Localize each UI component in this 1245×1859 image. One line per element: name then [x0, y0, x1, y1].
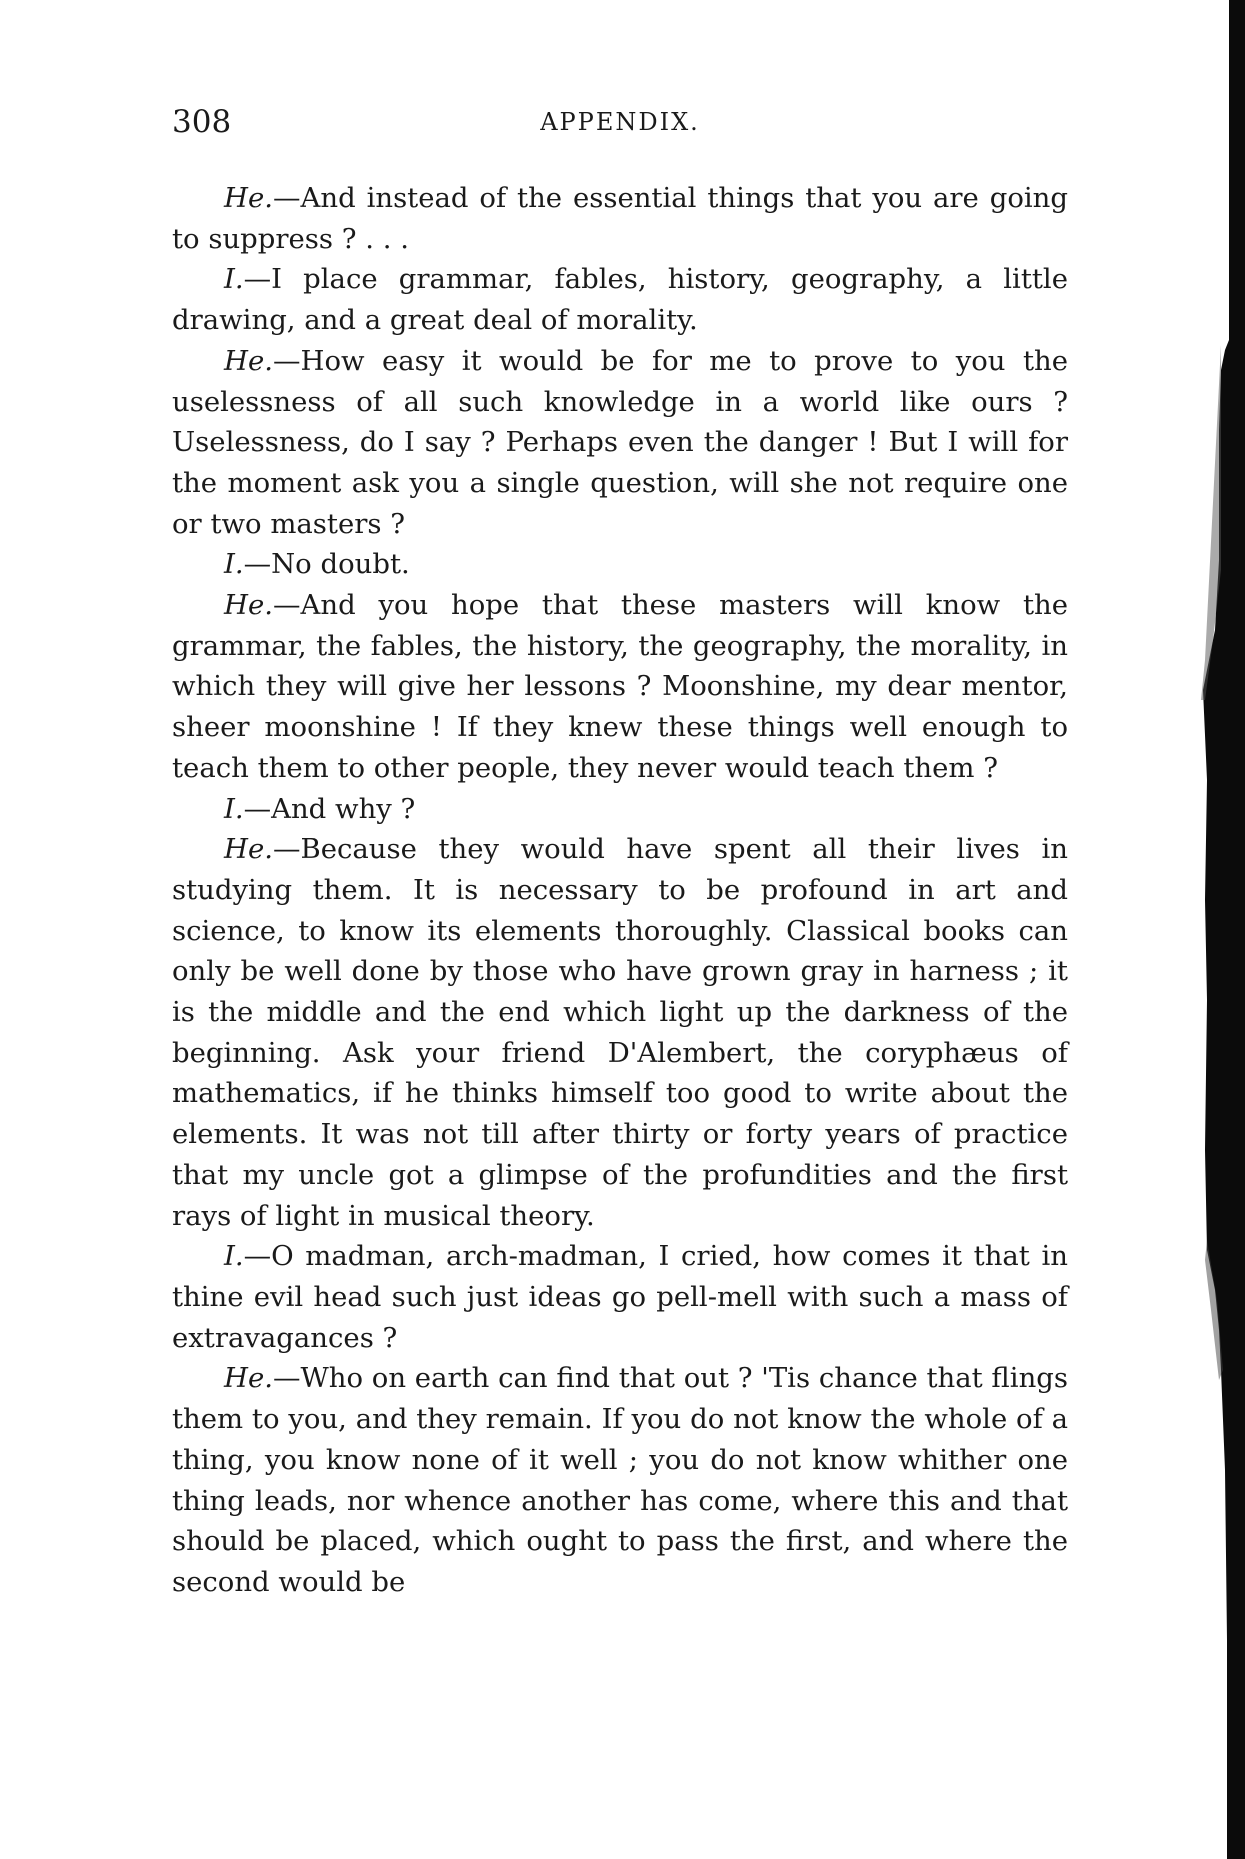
- paragraph: [172, 789, 1068, 830]
- running-head: [172, 100, 1068, 144]
- speaker-label: He.: [224, 344, 273, 377]
- running-head-title: APPENDIX.: [540, 108, 700, 136]
- paragraph: [172, 178, 1068, 259]
- speaker-label: He.: [224, 1362, 273, 1395]
- speaker-label: I.: [224, 548, 244, 581]
- body-text: [172, 178, 1068, 1603]
- paragraph-text: —How easy it would be for me to prove to you the uselessness of all such knowledge in a world like ours ? Uselessness, do I say ? Perhaps even the danger ! But I will for the moment ask you a single question, will she not require one or two masters ?: [172, 344, 1068, 540]
- paragraph: [172, 1236, 1068, 1358]
- page-number: 308: [172, 104, 232, 140]
- paragraph: [172, 341, 1068, 545]
- paragraph-text: —Who on earth can find that out ? 'Tis chance that flings them to you, and they remain. If you do not know the whole of a thing, you know none of it well ; you do not know whither one thing leads, nor whence another has come, where this and that should be placed, which ought to pass the first, and where the second would be: [172, 1362, 1068, 1598]
- paragraph: [172, 544, 1068, 585]
- paragraph-text: —I place grammar, fables, history, geography, a little drawing, and a great deal of morality.: [172, 263, 1068, 337]
- paragraph-text: —Because they would have spent all their lives in studying them. It is necessary to be profound in art and science, to know its elements thoroughly. Classical books can only be well done by those who have grown gray in harness ; it is the middle and the end which light up the darkness of the beginning. Ask your friend D'Alembert, the coryphæus of mathematics, if he thinks himself too good to write about the elements. It was not till after thirty or forty years of practice that my uncle got a glimpse of the profundities and the first rays of light in musical theory.: [172, 833, 1068, 1232]
- speaker-label: I.: [224, 792, 244, 825]
- scan-edge-shadow: [1135, 0, 1245, 1859]
- speaker-label: He.: [224, 182, 273, 214]
- paragraph-text: —And why ?: [243, 792, 416, 825]
- paragraph-text: —And you hope that these masters will know the grammar, the fables, the history, the geography, the morality, in which they will give her lessons ? Moonshine, my dear mentor, sheer moonshine ! If they knew these things well enough to teach them to other people, they never would teach them ?: [172, 589, 1068, 784]
- speaker-label: I.: [224, 1240, 244, 1273]
- speaker-label: He.: [224, 589, 273, 622]
- paragraph-text: —No doubt.: [243, 548, 410, 581]
- speaker-label: I.: [224, 263, 244, 296]
- paragraph-text: —O madman, arch-madman, I cried, how comes it that in thine evil head such just ideas go pell-mell with such a mass of extravagances ?: [172, 1240, 1068, 1354]
- paragraph: [172, 585, 1068, 789]
- paragraph: [172, 1358, 1068, 1602]
- paragraph-text: —And instead of the essential things that you are going to suppress ? . . .: [172, 182, 1068, 255]
- paragraph: [172, 259, 1068, 340]
- paragraph: [172, 829, 1068, 1236]
- speaker-label: He.: [224, 833, 273, 866]
